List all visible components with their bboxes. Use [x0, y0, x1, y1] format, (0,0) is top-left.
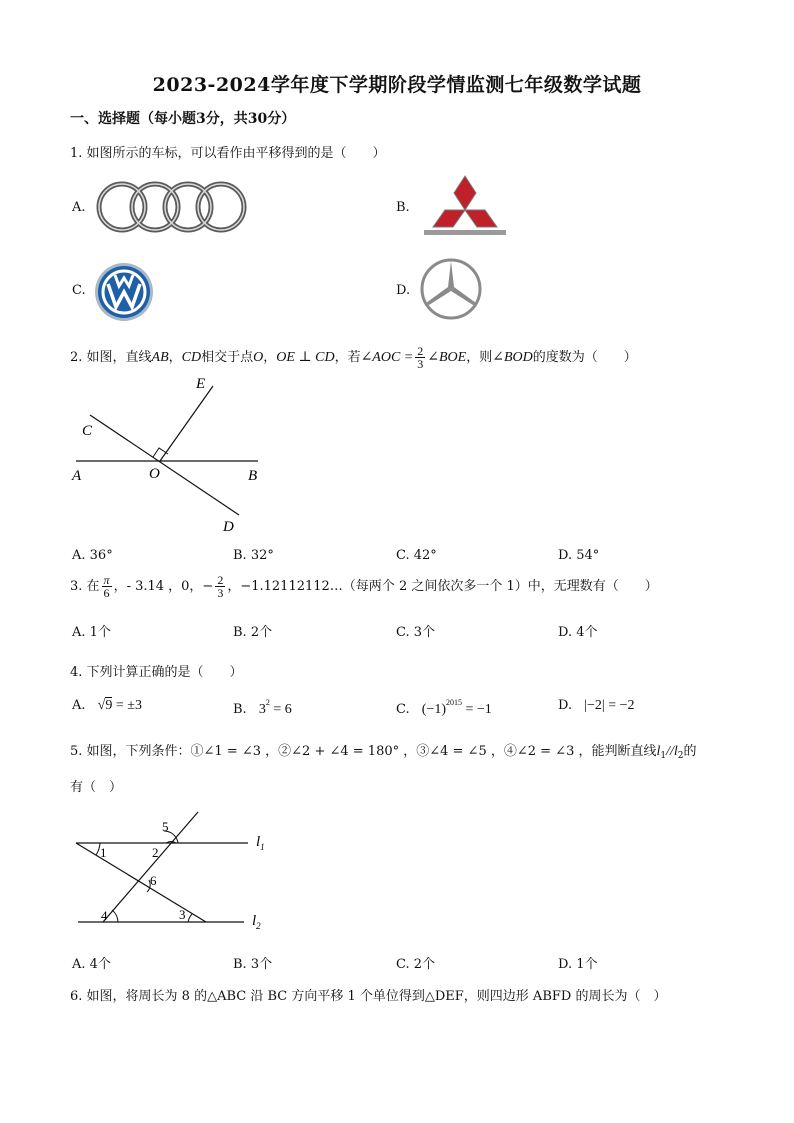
- q5-angle-5: 5: [162, 819, 169, 834]
- q4-option-b-expr: [258, 698, 292, 717]
- q4-c-rest: = −1: [465, 702, 492, 717]
- q4-option-b-label: B.: [233, 702, 247, 717]
- q2-frac-num: 2: [417, 344, 424, 358]
- q5-l2-sub: 2: [677, 751, 684, 761]
- q4-option-d: [558, 698, 635, 714]
- q1-option-d-label: D.: [396, 283, 411, 298]
- q4-option-d-expr: |−2| = −2: [584, 698, 635, 713]
- q2-label-d: D: [223, 519, 234, 535]
- three-pointed-star-logo-icon: [416, 258, 486, 320]
- q3-frac-den: 3: [217, 586, 224, 600]
- q2-option-b: B. 32°: [233, 548, 274, 563]
- four-rings-logo-icon: [94, 178, 250, 236]
- q2-comma: ，: [168, 350, 182, 365]
- q2-angle-bod: ∠BOD: [492, 350, 533, 365]
- q5-l1: l: [656, 744, 661, 759]
- q5-angle-4: 4: [101, 908, 108, 923]
- q2-ze: ，则: [466, 350, 493, 365]
- q1-option-b-label: B.: [396, 200, 410, 215]
- q4-option-a-label: A.: [72, 698, 86, 713]
- q4-option-c-label: C.: [396, 702, 410, 717]
- q4-option-a: [72, 698, 142, 714]
- q5-label-l1: [256, 834, 265, 852]
- question-5-stem: [70, 740, 697, 761]
- q3-pre: 3. 在: [70, 579, 100, 594]
- q3-mid2: ，−1.12112112…（每两个 2 之间依次多一个 1）中，无理数有（ ）: [227, 579, 658, 594]
- q5-fig-l1-sub: 1: [260, 842, 265, 852]
- q2-stem-end: 的度数为（ ）: [532, 350, 637, 365]
- q3-fraction: [215, 574, 225, 599]
- q5-de: 的: [683, 744, 697, 759]
- q5-option-b: B. 3个: [233, 957, 273, 972]
- q2-comma-2: ，: [263, 350, 277, 365]
- three-diamonds-logo-icon: [418, 172, 512, 240]
- q5-fig-l1: l: [256, 834, 261, 850]
- q2-option-a: A. 36°: [72, 548, 113, 563]
- q3-option-c: C. 3个: [396, 625, 436, 640]
- q2-ruo: ，若: [334, 350, 361, 365]
- q4-b-exp: 2: [265, 698, 270, 707]
- q5-fig-l2: l: [252, 913, 257, 929]
- q2-fraction: [415, 345, 425, 370]
- q2-label-o: O: [149, 466, 160, 482]
- q5-l2: l: [673, 744, 678, 759]
- q5-fig-l2-sub: 2: [256, 921, 261, 931]
- q4-b-base: 3: [258, 702, 266, 717]
- q4-b-rest: = 6: [273, 702, 292, 717]
- q4-c-base: (−1): [421, 702, 446, 717]
- q5-option-a: A. 4个: [72, 957, 111, 972]
- q2-point-o: O: [253, 350, 264, 365]
- q2-angle-aoc: ∠AOC =: [360, 350, 414, 365]
- q2-label-c: C: [82, 423, 93, 439]
- section-heading: 一、选择题（每小题3分，共30分）: [70, 111, 296, 127]
- q3-pi-fraction: [102, 574, 112, 599]
- q5-l1-sub: 1: [660, 751, 667, 761]
- q4-option-c: [396, 698, 492, 718]
- q5-figure: [68, 810, 288, 944]
- q2-frac-den: 3: [417, 357, 424, 371]
- q2-stem-mid: 相交于点: [201, 350, 254, 365]
- q3-option-d: D. 4个: [558, 625, 598, 640]
- q5-angle-2: 2: [152, 845, 159, 860]
- q4-a-rest: = ±3: [115, 698, 142, 713]
- q3-mid1: ，- 3.14 ，0，−: [113, 579, 214, 594]
- q3-option-a: A. 1个: [72, 625, 111, 640]
- q4-option-c-expr: [421, 698, 492, 717]
- question-6-stem: 6. 如图，将周长为 8 的△ABC 沿 BC 方向平移 1 个单位得到△DEF，则四边形 ABFD 的周长为（ ）: [70, 989, 667, 1004]
- q1-option-a-label: A.: [72, 200, 86, 215]
- q4-option-b: [233, 698, 292, 718]
- q5-stem-text: 5. 如图，下列条件：①∠1 = ∠3 ，②∠2 + ∠4 = 180° ，③∠4 = ∠5 ，④∠2 = ∠3 ，能判断直线: [70, 744, 657, 759]
- q2-line-ab: AB: [151, 350, 169, 365]
- q5-label-l2: [252, 913, 261, 931]
- q2-line-cd: CD: [181, 350, 202, 365]
- question-3-stem: [70, 574, 658, 599]
- question-4-stem: 4. 下列计算正确的是（ ）: [70, 665, 243, 680]
- q2-option-c: C. 42°: [396, 548, 437, 563]
- page-title: 2023-2024学年度下学期阶段学情监测七年级数学试题: [152, 74, 642, 96]
- q5-option-c: C. 2个: [396, 957, 436, 972]
- q5-option-d: D. 1个: [558, 957, 598, 972]
- q2-stem-pre: 2. 如图，直线: [70, 350, 152, 365]
- question-5-stem-line-2: 有（ ）: [70, 780, 123, 795]
- q4-option-a-expr: √9 = ±3: [97, 698, 142, 713]
- q3-option-b: B. 2个: [233, 625, 273, 640]
- q3-pi-num: π: [103, 573, 110, 587]
- q2-label-b: B: [248, 468, 258, 484]
- q2-perpendicular: OE ⊥ CD: [276, 350, 335, 365]
- q5-angle-1: 1: [100, 845, 107, 860]
- q2-figure: [66, 372, 276, 538]
- q5-parallel: //: [666, 744, 674, 759]
- q3-pi-den: 6: [103, 586, 110, 600]
- q2-option-d: D. 54°: [558, 548, 600, 563]
- q2-angle-boe: ∠BOE: [427, 350, 467, 365]
- q2-label-a: A: [72, 468, 82, 484]
- q4-c-exp: 2015: [446, 698, 462, 707]
- q5-angle-3: 3: [179, 907, 186, 922]
- question-1-stem: 1. 如图所示的车标，可以看作由平移得到的是（ ）: [70, 146, 386, 161]
- q3-frac-num: 2: [217, 573, 224, 587]
- q5-angle-6: 6: [150, 873, 157, 888]
- q4-option-d-label: D.: [558, 698, 573, 713]
- q2-label-e: E: [196, 376, 206, 392]
- question-2-stem: [70, 345, 637, 370]
- q4-a-radicand: 9: [105, 698, 113, 713]
- q1-option-c-label: C.: [72, 283, 86, 298]
- vw-logo-icon: [94, 262, 154, 322]
